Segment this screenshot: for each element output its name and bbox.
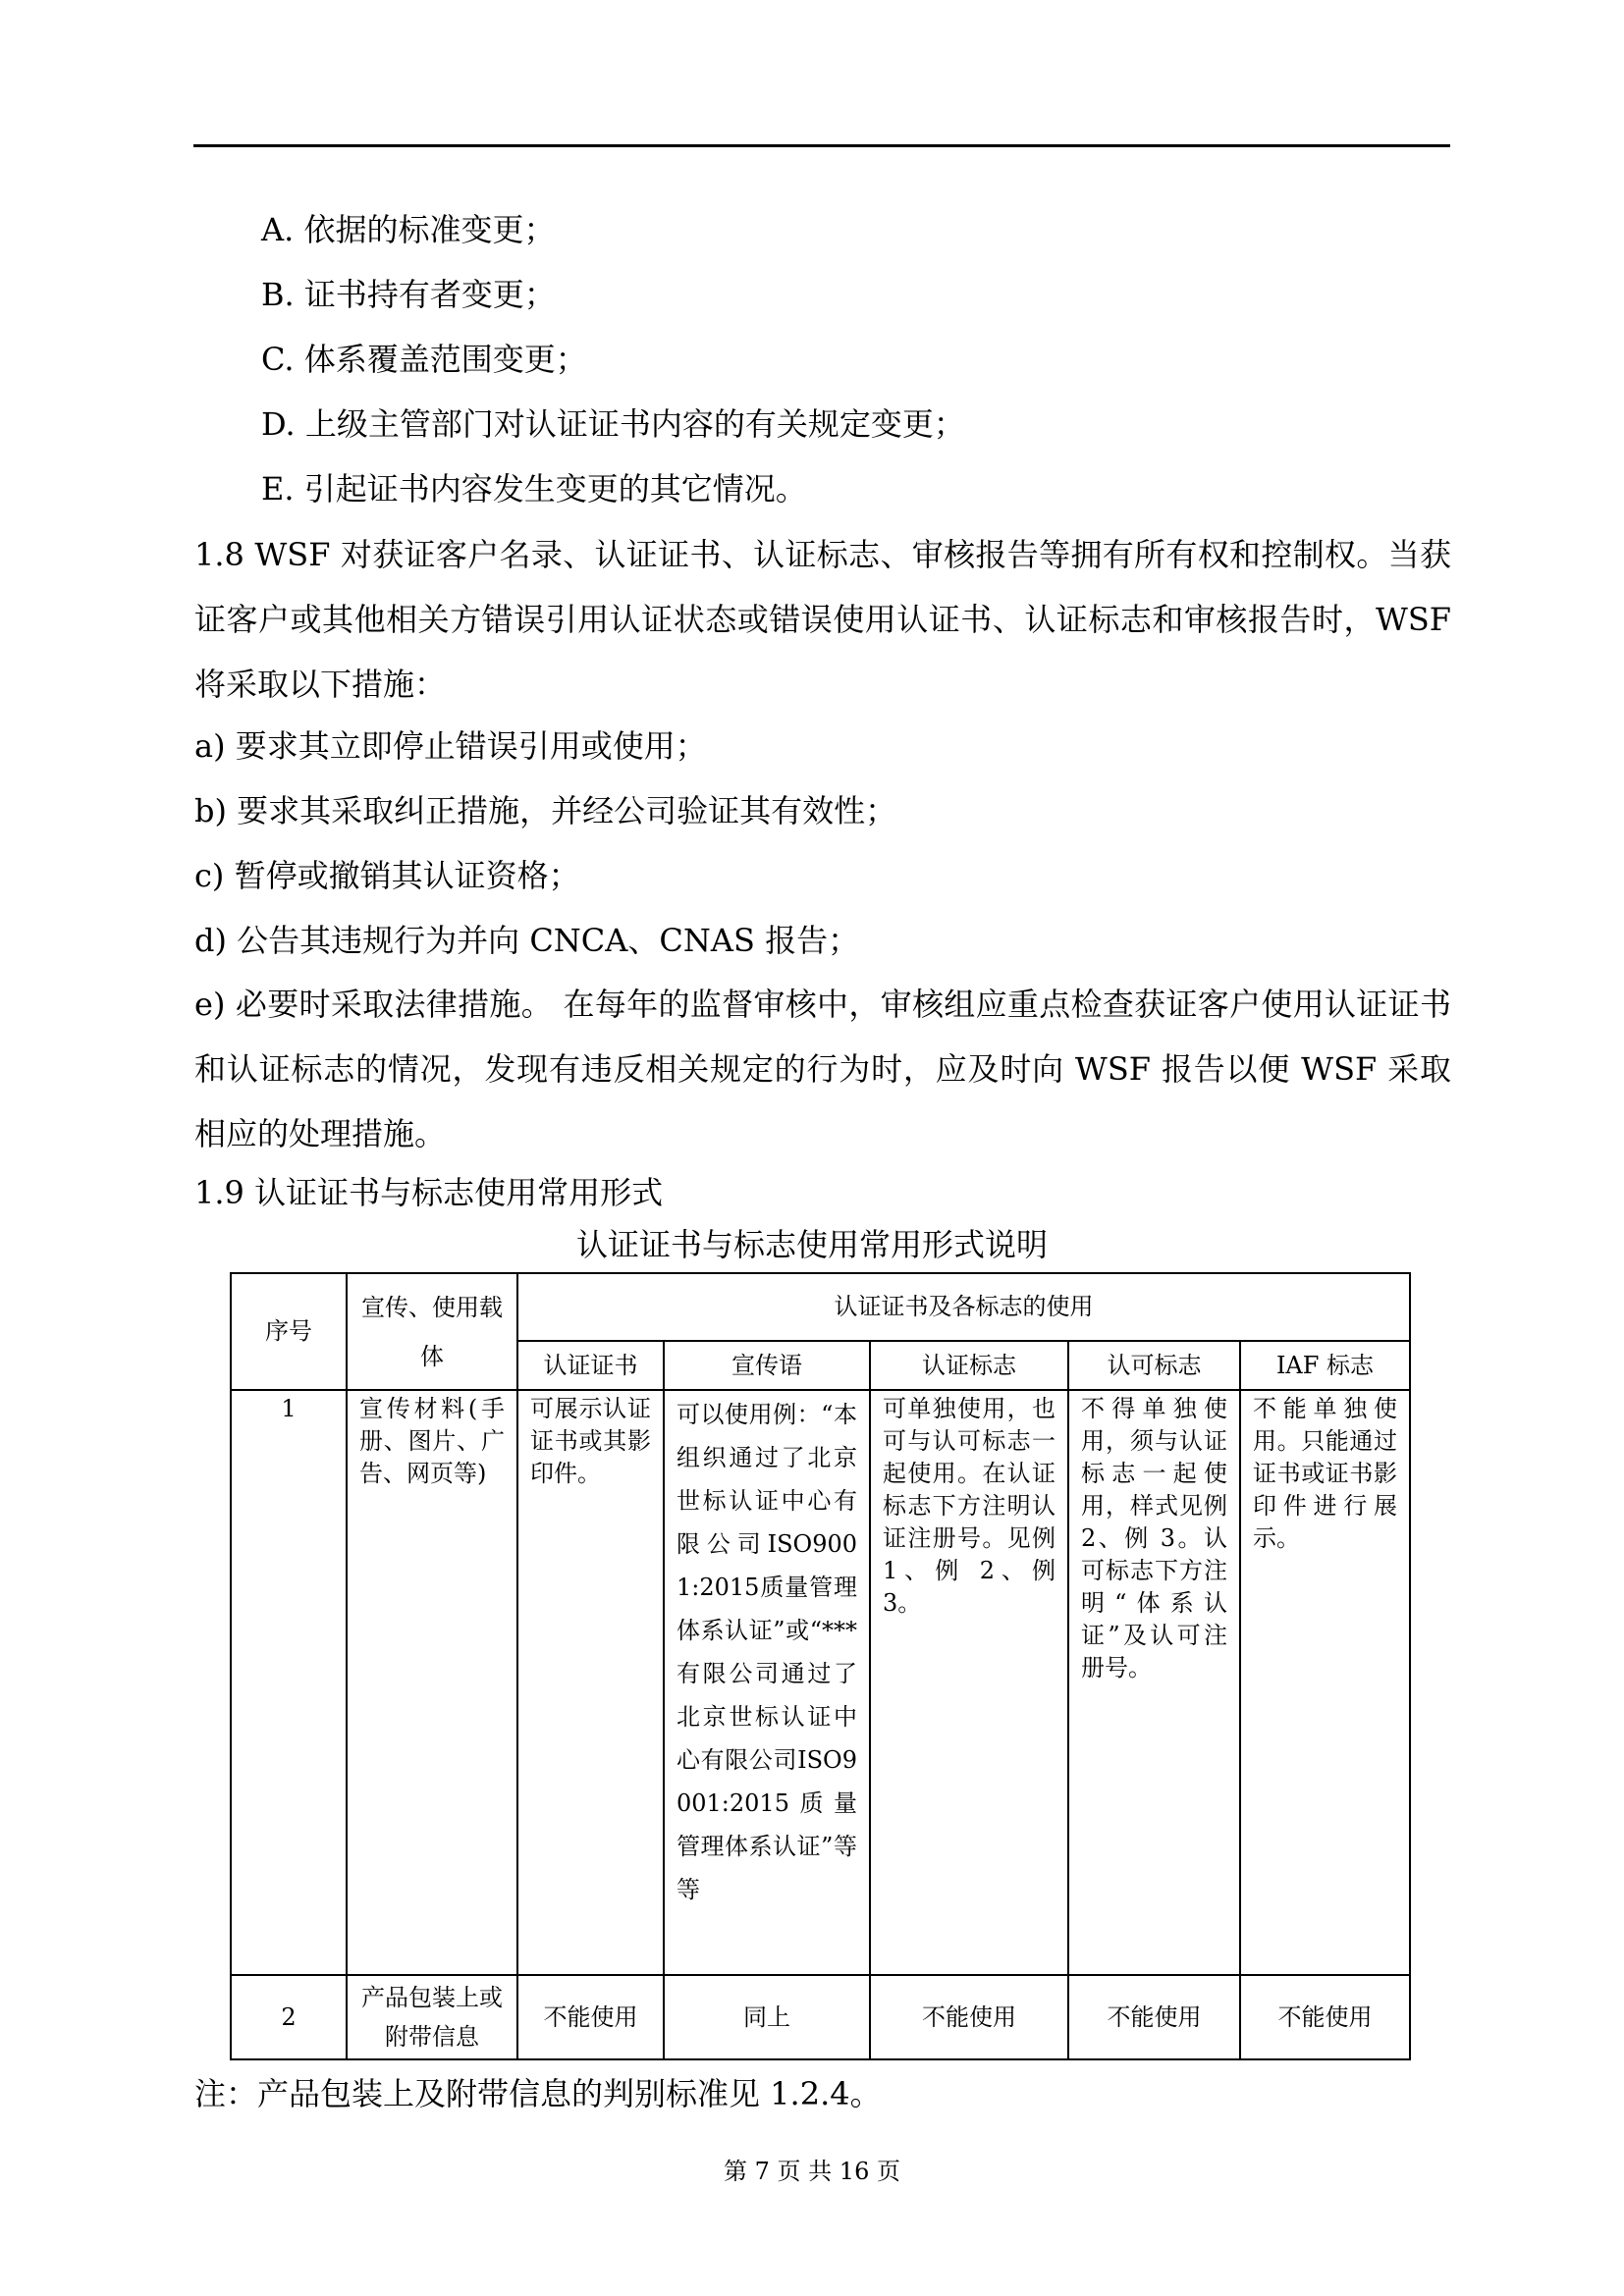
measure-d: d) 公告其违规行为并向 CNCA、CNAS 报告； [194, 922, 860, 959]
row1-carrier: 宣传材料(手册、图片、广告、网页等) [347, 1390, 517, 1975]
table-note: 注：产品包装上及附带信息的判别标准见 1.2.4。 [194, 2075, 882, 2112]
header-rule [193, 144, 1450, 147]
measure-a: a) 要求其立即停止错误引用或使用； [194, 727, 707, 765]
list-item-c: C. 体系覆盖范围变更； [261, 341, 587, 378]
row1-no: 1 [231, 1390, 347, 1975]
table-row [231, 1975, 1410, 2059]
table-caption: 认证证书与标志使用常用形式说明 [575, 1226, 1048, 1263]
list-item-a: A. 依据的标准变更； [261, 211, 556, 248]
header-cert: 认证证书 [517, 1341, 664, 1390]
header-no: 序号 [231, 1273, 347, 1390]
row2-accred-mark: 不能使用 [1068, 1975, 1240, 2059]
header-iaf-mark: IAF 标志 [1240, 1341, 1410, 1390]
header-cert-mark: 认证标志 [870, 1341, 1068, 1390]
row1-accred-mark: 不得单独使用，须与认证标志一起使用，样式见例 2、例 3。认可标志下方注明“体系认证”及认可注册号。 [1068, 1390, 1240, 1975]
row2-carrier: 产品包装上或附带信息 [347, 1975, 517, 2059]
row1-cert: 可展示认证证书或其影印件。 [517, 1390, 664, 1975]
measure-c: c) 暂停或撤销其认证资格； [194, 857, 580, 894]
table-row [231, 1390, 1410, 1975]
row2-no: 2 [231, 1975, 347, 2059]
list-item-b: B. 证书持有者变更； [261, 276, 556, 313]
row2-iaf-mark: 不能使用 [1240, 1975, 1410, 2059]
page-footer: 第 7 页 共 16 页 [724, 2158, 900, 2185]
header-carrier: 宣传、使用载体 [347, 1273, 517, 1390]
row1-slogan: 可以使用例：“本组织通过了北京世标认证中心有限公司ISO9001:2015质量管理体系认证”或“***有限公司通过了北京世标认证中心有限公司ISO9001:2015质量管理体系认证”等等 [664, 1390, 870, 1975]
section-1-8: 1.8 WSF 对获证客户名录、认证证书、认证标志、审核报告等拥有所有权和控制权。当获证客户或其他相关方错误引用认证状态或错误使用认证书、认证标志和审核报告时，WSF 将采取以下措施： [194, 536, 1451, 703]
list-item-e: E. 引起证书内容发生变更的其它情况。 [261, 470, 807, 507]
section-1-9-heading: 1.9 认证证书与标志使用常用形式 [194, 1174, 664, 1211]
list-item-d: D. 上级主管部门对认证证书内容的有关规定变更； [261, 405, 965, 443]
measure-b: b) 要求其采取纠正措施，并经公司验证其有效性； [194, 792, 897, 829]
row2-cert-mark: 不能使用 [870, 1975, 1068, 2059]
row2-cert: 不能使用 [517, 1975, 664, 2059]
row1-cert-mark: 可单独使用，也可与认可标志一起使用。在认证标志下方注明认证注册号。见例 1、例 2、例 3。 [870, 1390, 1068, 1975]
header-slogan: 宣传语 [664, 1341, 870, 1390]
row1-iaf-mark: 不能单独使用。只能通过证书或证书影印件进行展示。 [1240, 1390, 1410, 1975]
header-accred-mark: 认可标志 [1068, 1341, 1240, 1390]
certificate-usage-table [230, 1272, 1411, 2060]
measure-e: e) 必要时采取法律措施。 在每年的监督审核中，审核组应重点检查获证客户使用认证证书和认证标志的情况，发现有违反相关规定的行为时，应及时向 WSF 报告以便 WSF 采取相应的处理措施。 [194, 986, 1451, 1152]
row2-slogan: 同上 [664, 1975, 870, 2059]
header-usage-group: 认证证书及各标志的使用 [517, 1273, 1410, 1341]
